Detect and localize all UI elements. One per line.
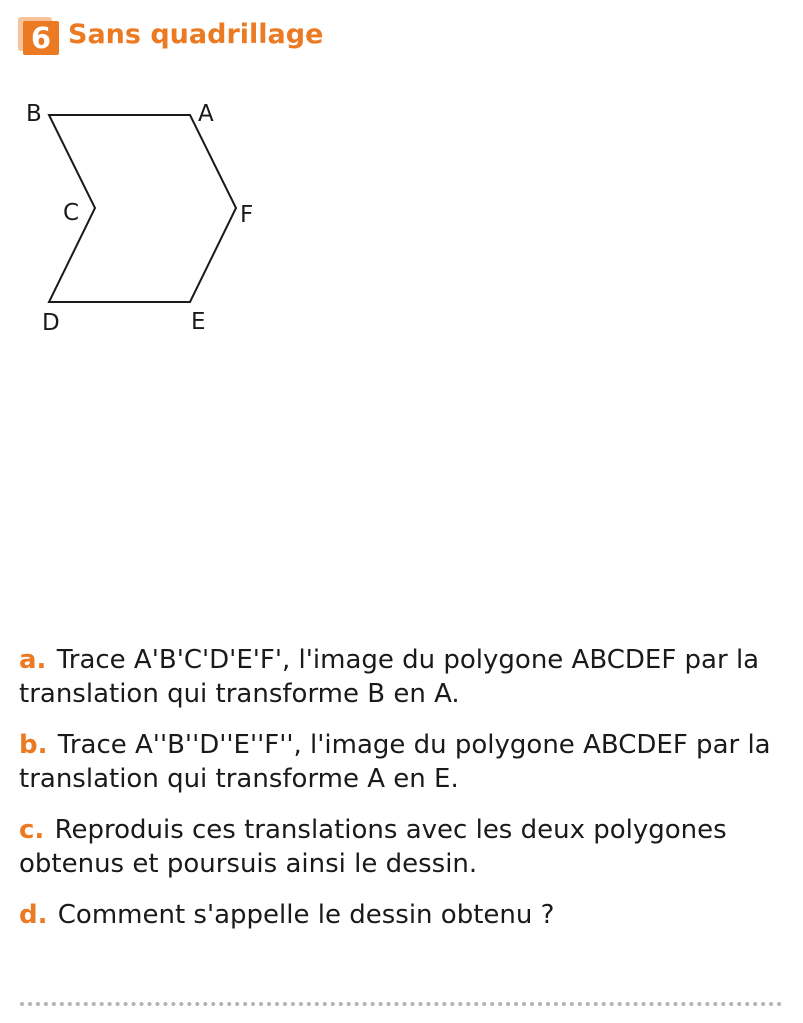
- question-text: Reproduis ces translations avec les deux polygones obtenus et poursuis ainsi le dessin.: [19, 815, 727, 879]
- question-text: Trace A'B'C'D'E'F', l'image du polygone ABCDEF par la translation qui transforme B en A.: [19, 645, 760, 709]
- question-list: [19, 643, 789, 949]
- question-text: Comment s'appelle le dessin obtenu ?: [57, 900, 555, 930]
- vertex-label-c: C: [63, 200, 80, 226]
- question-d: [19, 898, 789, 932]
- polygon-figure: [0, 0, 803, 360]
- exercise-title: Sans quadrillage: [68, 19, 324, 50]
- vertex-label-f: F: [240, 202, 254, 228]
- vertex-label-e: E: [191, 309, 206, 335]
- exercise-number: 6: [23, 21, 59, 55]
- vertex-label-b: B: [26, 101, 42, 127]
- vertex-label-a: A: [198, 101, 214, 127]
- question-text: Trace A''B''D''E''F'', l'image du polygone ABCDEF par la translation qui transforme A en E.: [19, 730, 771, 794]
- question-letter: b.: [19, 730, 48, 760]
- question-letter: d.: [19, 900, 48, 930]
- question-letter: c.: [19, 815, 45, 845]
- question-letter: a.: [19, 645, 47, 675]
- question-b: [19, 728, 789, 796]
- answer-dotted-line: [20, 1002, 782, 1006]
- question-c: [19, 813, 789, 881]
- vertex-label-d: D: [42, 310, 60, 336]
- question-a: [19, 643, 789, 711]
